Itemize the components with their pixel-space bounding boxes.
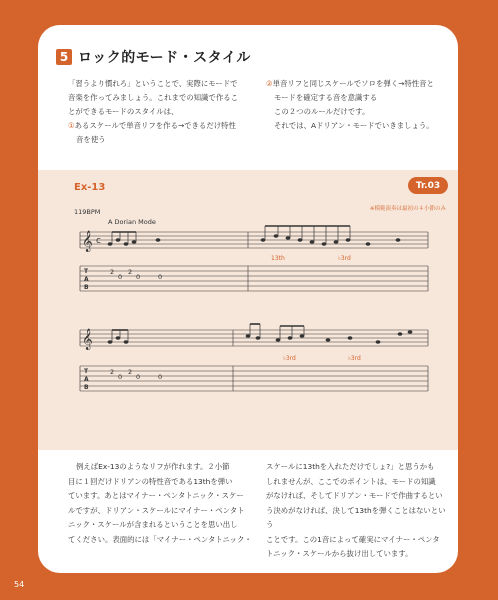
section-number: 5 (56, 49, 72, 65)
text-line: がなければ、そしてドリアン・モードで作曲するとい (266, 491, 443, 500)
text-line: この２つのルールだけです。 (274, 107, 370, 116)
item-marker: ① (68, 121, 75, 130)
example-panel (38, 170, 458, 450)
example-note: ※模範演奏は最初の４小節のみ (369, 206, 446, 212)
tab-clef-a: A (84, 376, 89, 383)
list-item-2 (266, 77, 451, 91)
body-left-column (68, 460, 253, 547)
stems-row-1 (112, 226, 350, 244)
stems-row-2 (112, 324, 304, 342)
body-right-column (266, 460, 451, 562)
item-marker: ② (266, 79, 273, 88)
text-line: 目に１回だけドリアンの特性音である13thを弾い (68, 476, 233, 486)
tab-number: 0 (158, 273, 163, 281)
text-line: それでは、Aドリアン・モードでいきましょう。 (274, 121, 434, 130)
time-signature: c (96, 236, 101, 246)
treble-clef-icon: 𝄞 (82, 329, 93, 350)
example-label: Ex-13 (74, 182, 106, 193)
tab-number: 0 (158, 373, 163, 381)
mode-label: A Dorian Mode (108, 218, 156, 226)
annotation-b3rd: ♭3rd (283, 355, 296, 362)
text-line: 「習うより慣れろ」ということで、実際にモードで (68, 79, 238, 88)
section-heading: ロック的モード・スタイル (78, 50, 251, 66)
tab-clef-b: B (84, 284, 89, 291)
text-line: トニック・スケールから抜け出しています。 (266, 549, 413, 558)
tab-clef-a: A (84, 276, 89, 283)
text-line: う決めがなければ、決して13thを弾くことはないという (266, 505, 446, 529)
tab-number: 0 (136, 273, 141, 281)
tab-clef-t: T (84, 268, 89, 275)
text-line: ことです。この1音によって確実にマイナー・ペンタ (266, 534, 440, 544)
treble-clef-icon: 𝄞 (82, 231, 93, 252)
tab-number: 0 (118, 373, 123, 381)
annotation-b3rd: ♭3rd (348, 355, 361, 362)
text-line: ています。あとはマイナー・ペンタトニック・スケー (68, 491, 244, 500)
intro-left-column (68, 77, 253, 147)
text-line: 音楽を作ってみましょう。これまでの知識で作るこ (68, 93, 238, 102)
annotation-b3rd: ♭3rd (338, 255, 351, 262)
tab-number: 2 (110, 368, 115, 376)
annotation-13th: 13th (271, 255, 285, 262)
text-line: 単音リフと同じスケールでソロを弾く→特性音と (272, 79, 434, 88)
text-line: あるスケールで単音リフを作る→できるだけ特性 (74, 121, 236, 130)
text-line: スケールに13thを入れただけでしょ?」と思うかも (266, 462, 435, 471)
page-card (38, 25, 458, 573)
tab-number: 2 (110, 268, 115, 276)
section-title (56, 47, 251, 67)
text-line: ニック・スケールが含まれるということを思い出し (68, 520, 238, 529)
tempo-label: 119BPM (74, 208, 101, 216)
list-item-1 (68, 119, 253, 133)
notation-svg (38, 170, 458, 450)
text-line: モードを確定する音を意識する (274, 93, 378, 102)
text-line: ルですが、ドリアン・スケールにマイナー・ペンタト (68, 505, 245, 515)
text-line: しれませんが、ここでのポイントは、モードの知識 (266, 476, 436, 486)
tab-clef-b: B (84, 384, 89, 391)
intro-right-column (266, 77, 451, 133)
text-line: 音を使う (76, 135, 106, 144)
text-line: 例えばEx-13のようなリフが作れます。２小節 (76, 462, 230, 471)
tab-number: 0 (118, 273, 123, 281)
track-badge: Tr.03 (408, 177, 448, 194)
tab-number: 2 (128, 368, 133, 376)
staff-row-2 (80, 330, 428, 391)
tab-clef-t: T (84, 368, 89, 375)
text-line: てください。表面的には「マイナー・ペンタトニック・ (68, 534, 252, 544)
tab-number: 0 (136, 373, 141, 381)
page-number: 54 (14, 580, 25, 589)
text-line: とができるモードのスタイルは、 (68, 107, 179, 116)
tab-number: 2 (128, 268, 133, 276)
